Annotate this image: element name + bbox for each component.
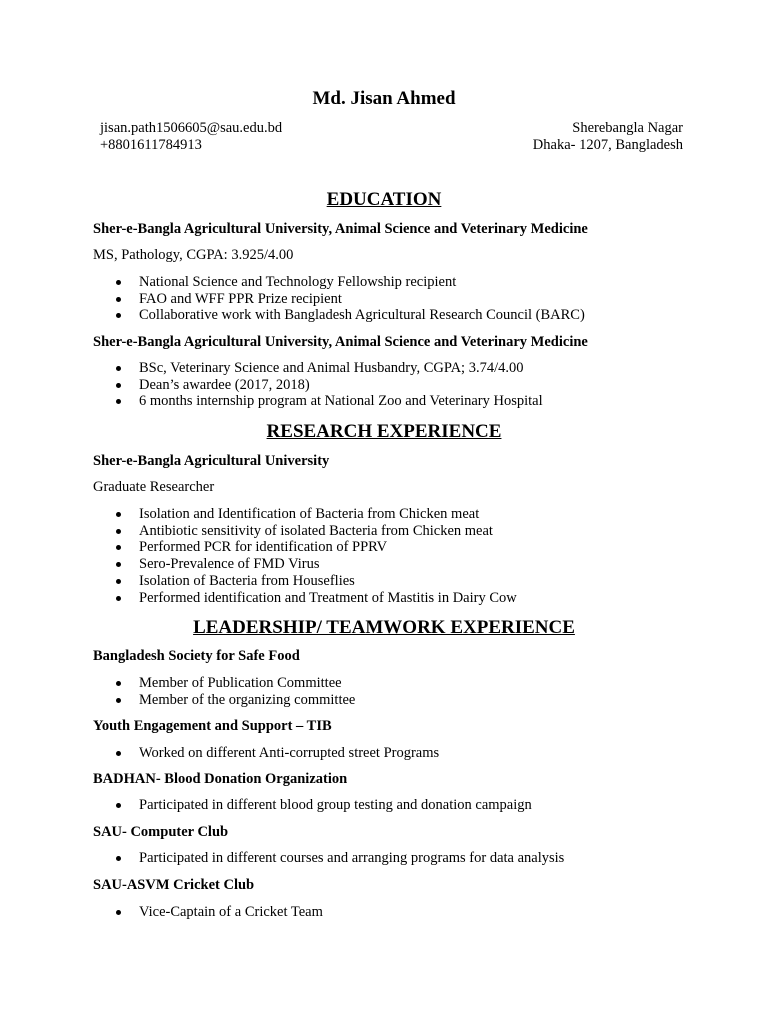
research-bullets: [93, 506, 517, 606]
list-item: Antibiotic sensitivity of isolated Bacteria from Chicken meat: [93, 523, 517, 540]
address-line-2: Dhaka- 1207, Bangladesh: [532, 136, 683, 153]
list-item: Member of Publication Committee: [93, 675, 355, 692]
leadership-org-2: Youth Engagement and Support – TIB: [93, 718, 332, 734]
leadership-org-3: BADHAN- Blood Donation Organization: [93, 771, 348, 787]
leadership-org-5: SAU-ASVM Cricket Club: [93, 877, 255, 893]
education-org-1: Sher-e-Bangla Agricultural University, Animal Science and Veterinary Medicine: [93, 221, 588, 237]
education-bullets-2: [93, 360, 543, 410]
research-heading: RESEARCH EXPERIENCE: [266, 421, 502, 442]
leadership-bullets-3: [93, 797, 532, 814]
candidate-name: Md. Jisan Ahmed: [312, 88, 456, 109]
list-item: Performed PCR for identification of PPRV: [93, 539, 517, 556]
list-item: Collaborative work with Bangladesh Agricultural Research Council (BARC): [93, 307, 585, 324]
list-item: 6 months internship program at National Zoo and Veterinary Hospital: [93, 393, 543, 410]
email-text: jisan.path1506605@sau.edu.bd: [100, 120, 283, 136]
education-degree-1: MS, Pathology, CGPA: 3.925/4.00: [93, 247, 294, 263]
leadership-org-1: Bangladesh Society for Safe Food: [93, 648, 300, 664]
phone-text: +8801611784913: [100, 136, 202, 153]
list-item: Vice-Captain of a Cricket Team: [93, 904, 323, 921]
list-item: Dean’s awardee (2017, 2018): [93, 377, 543, 394]
list-item: FAO and WFF PPR Prize recipient: [93, 291, 585, 308]
leadership-bullets-5: [93, 904, 323, 921]
list-item: Participated in different courses and arranging programs for data analysis: [93, 850, 564, 867]
contact-right: [533, 120, 683, 153]
contact-left: [100, 120, 282, 153]
leadership-org-4: SAU- Computer Club: [93, 824, 229, 840]
list-item: National Science and Technology Fellowship recipient: [93, 274, 585, 291]
education-org-2: Sher-e-Bangla Agricultural University, Animal Science and Veterinary Medicine: [93, 334, 588, 350]
list-item: Isolation and Identification of Bacteria from Chicken meat: [93, 506, 517, 523]
list-item: Participated in different blood group testing and donation campaign: [93, 797, 532, 814]
education-heading: EDUCATION: [326, 189, 442, 210]
research-role: Graduate Researcher: [93, 479, 215, 495]
list-item: Worked on different Anti-corrupted street Programs: [93, 745, 439, 762]
address-line-1: Sherebangla Nagar: [572, 120, 683, 136]
list-item: Member of the organizing committee: [93, 692, 355, 709]
leadership-bullets-4: [93, 850, 564, 867]
list-item: Performed identification and Treatment of Mastitis in Dairy Cow: [93, 590, 517, 607]
list-item: BSc, Veterinary Science and Animal Husbandry, CGPA; 3.74/4.00: [93, 360, 543, 377]
leadership-bullets-2: [93, 745, 439, 762]
list-item: Isolation of Bacteria from Houseflies: [93, 573, 517, 590]
leadership-heading: LEADERSHIP/ TEAMWORK EXPERIENCE: [193, 617, 575, 638]
education-bullets-1: [93, 274, 585, 324]
research-org: Sher-e-Bangla Agricultural University: [93, 453, 330, 469]
leadership-bullets-1: [93, 675, 355, 708]
list-item: Sero-Prevalence of FMD Virus: [93, 556, 517, 573]
